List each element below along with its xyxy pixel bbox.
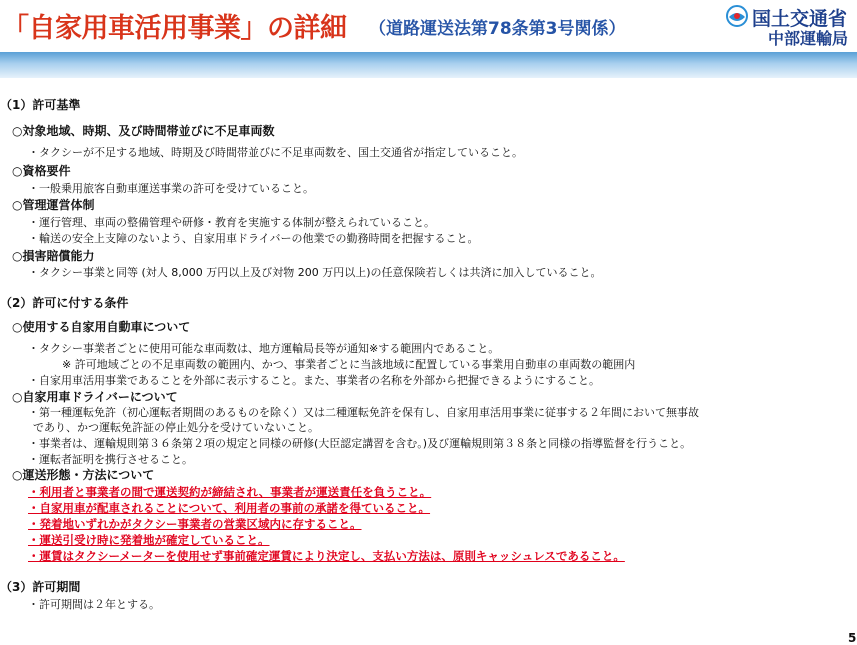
- header-band: [0, 52, 857, 78]
- section2-heading: （2）許可に付する条件: [0, 296, 129, 310]
- drivers-item-1: ・第一種運転免許（初心運転者期間のあるものを除く）又は二種運転免許を保有し、自家用車活用事業に従事する２年間において無事故: [28, 406, 699, 419]
- org-name: 国土交通省: [752, 8, 848, 30]
- vehicles-note: ※ 許可地域ごとの不足車両数の範囲内、かつ、事業者ごとに当該地域に配置している事業用自動車の車両数の範囲内: [62, 358, 636, 371]
- compensation-label: ○損害賠償能力: [12, 249, 95, 263]
- mlit-logo: [726, 2, 857, 48]
- org-bureau: 中部運輸局: [768, 29, 849, 48]
- page-number: 5: [848, 631, 857, 645]
- drivers-item-3: ・運転者証明を携行させること。: [28, 453, 193, 466]
- section1-heading: （1）許可基準: [0, 98, 81, 112]
- section3-heading: （3）許可期間: [0, 580, 81, 594]
- drivers-item-1-cont: であり、かつ運転免許証の停止処分を受けていないこと。: [33, 421, 319, 434]
- operation-item-2: ・自家用車が配車されることについて、利用者の事前の承諾を得ていること。: [28, 501, 431, 515]
- operation-item-1: ・利用者と事業者の間で運送契約が締結され、事業者が運送責任を負うこと。: [28, 485, 432, 499]
- target-label: ○対象地域、時期、及び時間帯並びに不足車両数: [12, 124, 275, 138]
- operation-label: ○運送形態・方法について: [12, 468, 155, 482]
- qualification-label: ○資格要件: [12, 164, 71, 178]
- drivers-label: ○自家用車ドライバーについて: [12, 390, 178, 404]
- vehicles-item-1: ・タクシー事業者ごとに使用可能な車両数は、地方運輸局長等が通知※する範囲内であること。: [28, 342, 500, 355]
- page-subtitle: （道路運送法第78条第3号関係）: [369, 19, 626, 39]
- target-item: ・タクシーが不足する地域、時期及び時間帯並びに不足車両数を、国土交通省が指定していること。: [28, 146, 523, 159]
- management-item-2: ・輸送の安全上支障のないよう、自家用車ドライバーの他業での勤務時間を把握すること。: [28, 232, 479, 245]
- mlit-logo-icon: [726, 5, 748, 27]
- slide-header: [0, 0, 857, 52]
- compensation-item: ・タクシー事業と同等 (対人 8,000 万円以上及び対物 200 万円以上)の任意保険若しくは共済に加入していること。: [28, 266, 602, 279]
- operation-item-3: ・発着地いずれかがタクシー事業者の営業区域内に存すること。: [28, 517, 362, 531]
- operation-item-4: ・運送引受け時に発着地が確定していること。: [28, 533, 270, 547]
- period-item: ・許可期間は２年とする。: [28, 598, 160, 611]
- qualification-item: ・一般乗用旅客自動車運送事業の許可を受けていること。: [28, 182, 314, 195]
- management-label: ○管理運営体制: [12, 198, 95, 212]
- operation-item-5: ・運賃はタクシーメーターを使用せず事前確定運賃により決定し、支払い方法は、原則キャッシュレスであること。: [28, 549, 625, 563]
- vehicles-item-2: ・自家用車活用事業であることを外部に表示すること。また、事業者の名称を外部から把握できるようにすること。: [28, 374, 600, 387]
- vehicles-label: ○使用する自家用自動車について: [12, 320, 191, 334]
- drivers-item-2: ・事業者は、運輸規則第３６条第２項の規定と同様の研修(大臣認定講習を含む。)及び運輸規則第３８条と同様の指導監督を行うこと。: [28, 437, 692, 450]
- page-title: 「自家用車活用事業」の詳細: [2, 13, 347, 44]
- management-item-1: ・運行管理、車両の整備管理や研修・教育を実施する体制が整えられていること。: [28, 216, 435, 229]
